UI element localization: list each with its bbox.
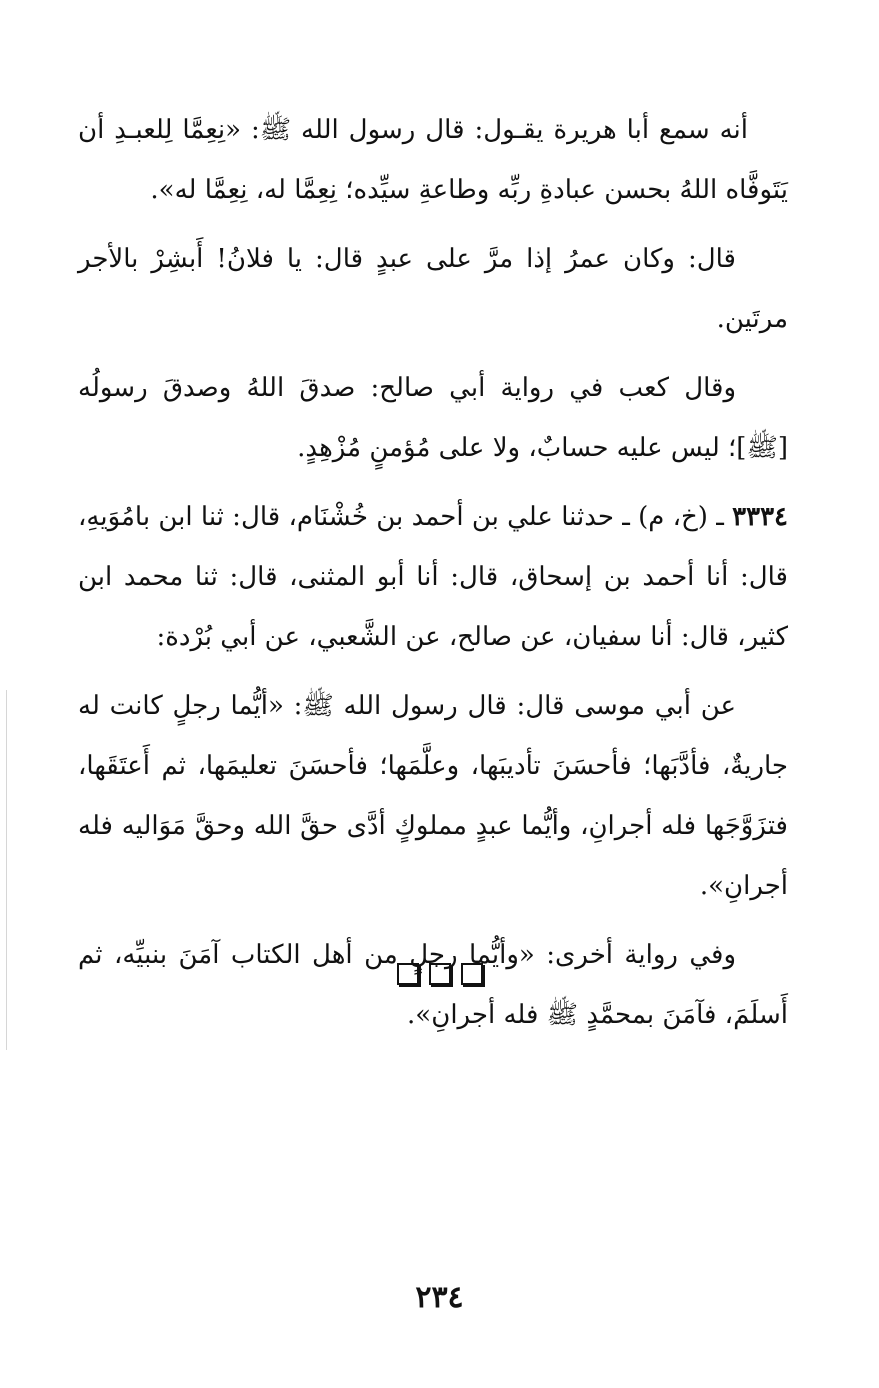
main-text (78, 100, 788, 1054)
page-edge-line (6, 690, 7, 1050)
paragraph-abu-musa: عن أبي موسى قال: قال رسول الله ﷺ: «أيُّما رجلٍ كانت له جاريةٌ، فأدَّبَها؛ فأحسَنَ تأديبَها، وعلَّمَها؛ فأحسَنَ تعليمَها، ثم أَعتَقَها، فتزَوَّجَها فله أجرانِ، وأيُّما عبدٍ مملوكٍ أدَّى حقَّ الله وحقَّ مَوَاليه فله أجرانِ». (78, 691, 788, 901)
hadith-isnad: ـ (خ، م) ـ حدثنا علي بن أحمد بن خُشْنَام، قال: ثنا ابن بامُوَيهِ، قال: أنا أحمد بن إسحاق، قال: أنا أبو المثنى، قال: ثنا محمد ابن كثير، قال: أنا سفيان، عن صالح، عن الشَّعبي، عن أبي بُرْدة: (78, 502, 788, 652)
page-number: ٢٣٤ (415, 1280, 464, 1315)
hadith-number: ٣٣٣٤ (732, 502, 788, 532)
separator-box-icon (397, 963, 419, 985)
paragraph-abu-hurayra: أنه سمع أبا هريرة يقـول: قال رسول الله ﷺ: «نِعِمَّا لِلعبـدِ أن يَتَوفَّاه اللهُ بحسن عبادةِ ربِّه وطاعةِ سيِّده؛ نِعِمَّا له، نِعِمَّا له». (78, 115, 788, 205)
section-separator (0, 956, 879, 989)
paragraph-other-narration: وفي رواية أخرى: «وأيُّما رجلٍ من أهل الكتاب آمَنَ بنبيِّه، ثم أَسلَمَ، فآمَنَ بمحمَّدٍ ﷺ فله أجرانِ». (78, 940, 788, 1030)
paragraph-kaab: وقال كعب في رواية أبي صالح: صدقَ اللهُ وصدقَ رسولُه [ﷺ]؛ ليس عليه حسابٌ، ولا على مُؤمنٍ مُزْهِدٍ. (78, 373, 788, 463)
separator-box-icon (429, 963, 451, 985)
paragraph-umar: قال: وكان عمرُ إذا مرَّ على عبدٍ قال: يا فلانُ! أَبشِرْ بالأجر مرتَين. (78, 244, 788, 334)
paragraph-hadith-3334 (78, 487, 788, 667)
separator-box-icon (461, 963, 483, 985)
